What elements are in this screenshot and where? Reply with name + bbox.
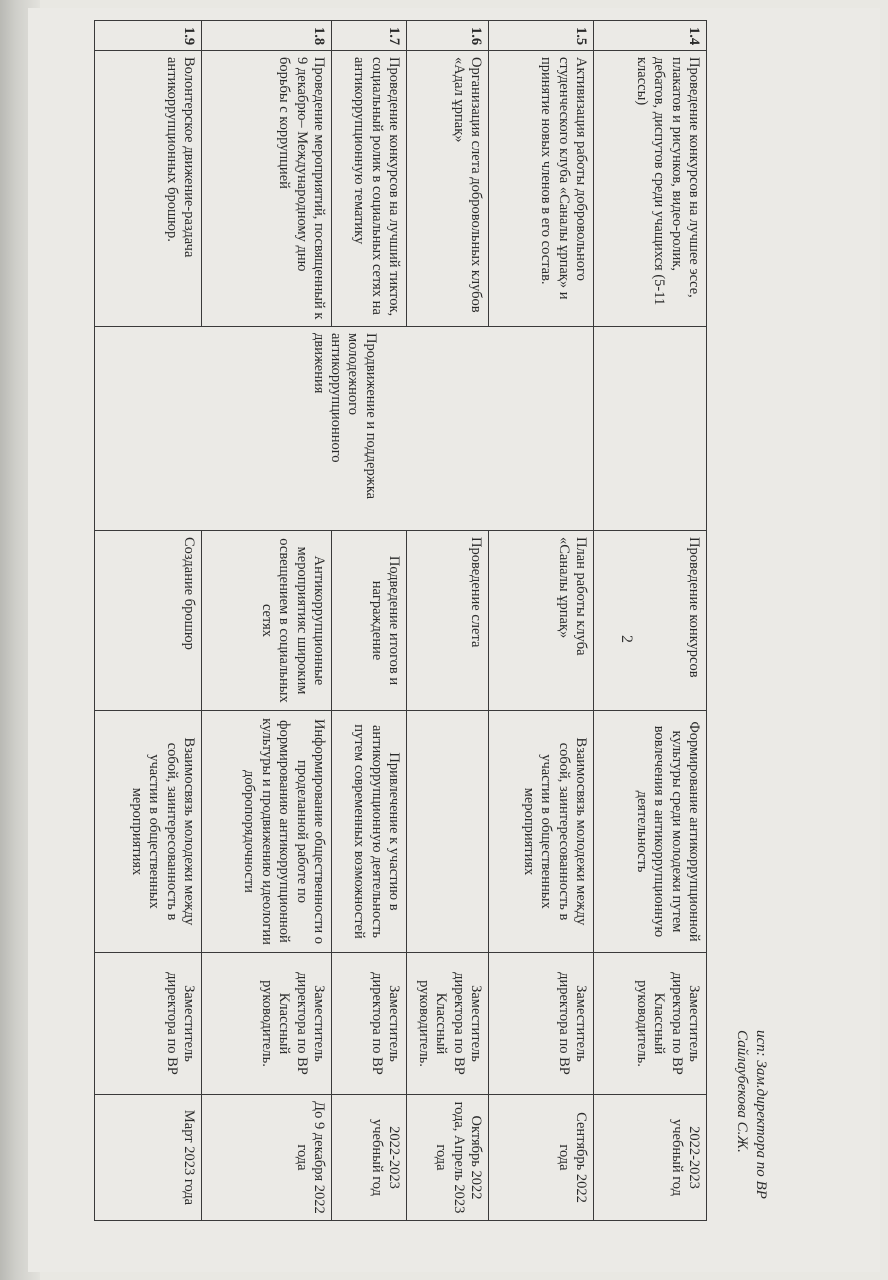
table-row bbox=[489, 21, 594, 1221]
plan-table bbox=[94, 20, 707, 1221]
form-cell: Подведение итогов и награждение bbox=[332, 531, 407, 711]
goal-cell: Взаимосвязь молодежи между собой, заинтересованность в участии в общественных мероприятиях bbox=[489, 711, 594, 953]
table-row bbox=[594, 21, 707, 1221]
direction-cell: Продвижение и поддержка молодежного антикоррупционного движения bbox=[95, 327, 594, 531]
responsible-cell: Заместитель директора по ВР Классный руководитель. bbox=[594, 953, 707, 1095]
table-row bbox=[95, 21, 202, 1221]
caption-line-1: исп: Зам.директора по ВР bbox=[753, 1030, 769, 1199]
event-cell: Активизация работы добровольного студенческого клуба «Саналы ұрпақ» и принятие новых членов в его состав. bbox=[489, 51, 594, 327]
goal-cell: Взаимосвязь молодежи между собой, заинтересованность в участии в общественных мероприятиях bbox=[95, 711, 202, 953]
responsible-cell: Заместитель директора по ВР bbox=[332, 953, 407, 1095]
table-row bbox=[332, 21, 407, 1221]
event-cell: Организация слета добровольных клубов «Адал ұрпақ» bbox=[407, 51, 489, 327]
goal-cell: Информирование общественности о проделанной работе по формированию антикоррупционной культуры и продвижению идеологии добропорядочности bbox=[202, 711, 332, 953]
form-cell: Создание брошюр bbox=[95, 531, 202, 711]
page-number: 2 bbox=[618, 635, 635, 643]
deadline-cell: 2022-2023 учебный год bbox=[594, 1095, 707, 1221]
row-number: 1.5 bbox=[489, 21, 594, 51]
direction-cell bbox=[594, 327, 707, 531]
deadline-cell: 2022-2023 учебный год bbox=[332, 1095, 407, 1221]
row-number: 1.8 bbox=[202, 21, 332, 51]
goal-cell: Формирование антикоррупционной культуры среди молодежи путем вовлечения в антикоррупционную деятельность bbox=[594, 711, 707, 953]
goal-cell bbox=[407, 711, 489, 953]
goal-cell: Привлечение к участию в антикоррупционную деятельность путем современных возможностей bbox=[332, 711, 407, 953]
table-row bbox=[202, 21, 332, 1221]
event-cell: Волонтерское движение-раздача антикоррупционных брошюр. bbox=[95, 51, 202, 327]
deadline-cell: Сентябрь 2022 года bbox=[489, 1095, 594, 1221]
row-number: 1.4 bbox=[594, 21, 707, 51]
responsible-cell: Заместитель директора по ВР bbox=[95, 953, 202, 1095]
signature-caption bbox=[733, 1030, 771, 1260]
event-cell: Проведение конкурсов на лучший тикток, социальный ролик в социальных сетях на антикоррупционную тематику bbox=[332, 51, 407, 327]
table-row bbox=[407, 21, 489, 1221]
form-cell: Антикоррупционные мероприятияс широким освещением в социальных сетях bbox=[202, 531, 332, 711]
event-cell: Проведение конкурсов на лучшее эссе, плакатов и рисунков, видео-ролик, дебатов, диспутов среди учащихся (5-11 классы) bbox=[594, 51, 707, 327]
responsible-cell: Заместитель директора по ВР Классный руководитель. bbox=[407, 953, 489, 1095]
row-number: 1.6 bbox=[407, 21, 489, 51]
deadline-cell: Октябрь 2022 года, Апрель 2023 года bbox=[407, 1095, 489, 1221]
form-cell: План работы клуба «Саналы ұрпақ» bbox=[489, 531, 594, 711]
form-cell: Проведение конкурсов bbox=[594, 531, 707, 711]
row-number: 1.7 bbox=[332, 21, 407, 51]
form-cell: Проведение слета bbox=[407, 531, 489, 711]
rotated-table-container bbox=[95, 20, 707, 1220]
caption-line-2: Сайлаубекова С.Ж. bbox=[734, 1030, 751, 1153]
event-cell: Проведение мероприятий, посвященный к 9 декабрю– Международному дню борьбы с коррупцией bbox=[202, 51, 332, 327]
responsible-cell: Заместитель директора по ВР bbox=[489, 953, 594, 1095]
row-number: 1.9 bbox=[95, 21, 202, 51]
deadline-cell: До 9 декабря 2022 года bbox=[202, 1095, 332, 1221]
deadline-cell: Март 2023 года bbox=[95, 1095, 202, 1221]
responsible-cell: Заместитель директора по ВР Классный руководитель. bbox=[202, 953, 332, 1095]
